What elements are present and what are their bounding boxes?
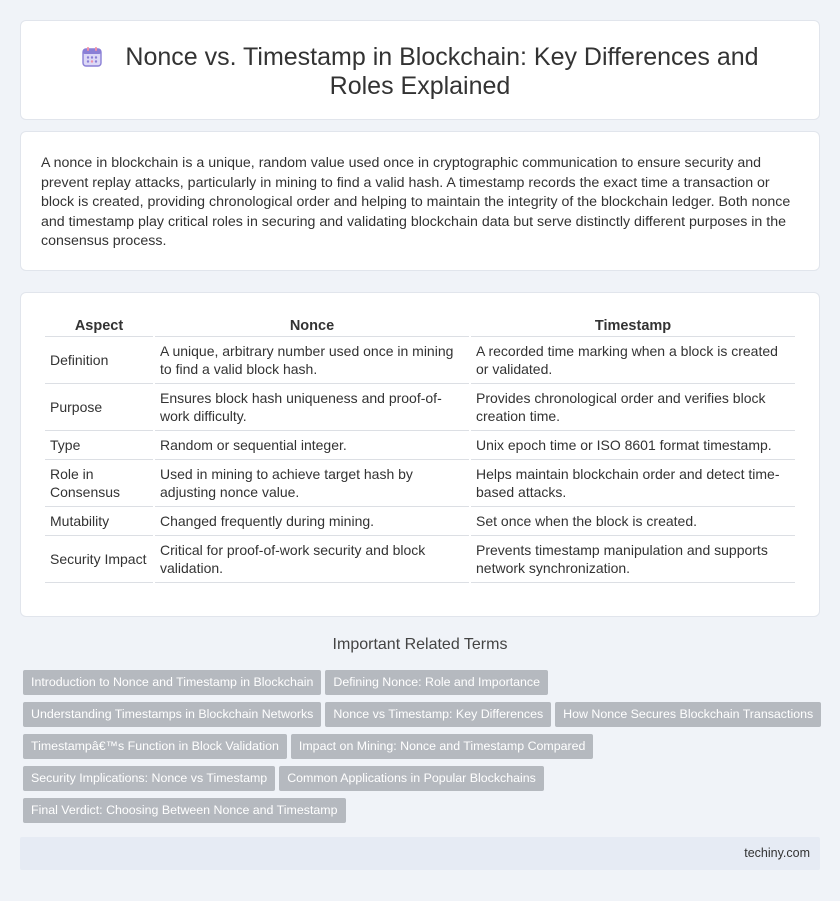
cell-aspect: Security Impact: [45, 536, 153, 583]
table-row: [45, 507, 795, 536]
tag-row: [23, 766, 823, 798]
header-timestamp: Timestamp: [471, 313, 795, 337]
cell-aspect: Definition: [45, 337, 153, 384]
table-row: [45, 337, 795, 384]
related-term-tag[interactable]: Timestampâ€™s Function in Block Validation: [23, 734, 287, 759]
tag-row: [23, 798, 823, 830]
cell-nonce: A unique, arbitrary number used once in mining to find a valid block hash.: [155, 337, 469, 384]
related-term-tag[interactable]: How Nonce Secures Blockchain Transactions: [555, 702, 821, 727]
cell-nonce: Random or sequential integer.: [155, 431, 469, 460]
cell-timestamp: Unix epoch time or ISO 8601 format timestamp.: [471, 431, 795, 460]
cell-aspect: Role in Consensus: [45, 460, 153, 507]
related-terms-title: Important Related Terms: [332, 636, 508, 653]
header-card: [20, 20, 820, 120]
cell-timestamp: Prevents timestamp manipulation and supports network synchronization.: [471, 536, 795, 583]
tag-row: [23, 734, 823, 766]
related-term-tag[interactable]: Impact on Mining: Nonce and Timestamp Compared: [291, 734, 594, 759]
related-term-tag[interactable]: Common Applications in Popular Blockchains: [279, 766, 544, 791]
cell-timestamp: Helps maintain blockchain order and detect time-based attacks.: [471, 460, 795, 507]
table-row: [45, 384, 795, 431]
cell-aspect: Mutability: [45, 507, 153, 536]
related-term-tag[interactable]: Understanding Timestamps in Blockchain Networks: [23, 702, 321, 727]
comparison-table: [43, 313, 797, 583]
cell-aspect: Type: [45, 431, 153, 460]
cell-aspect: Purpose: [45, 384, 153, 431]
table-header-row: [45, 313, 795, 337]
tag-row: [23, 702, 823, 734]
related-term-tag[interactable]: Introduction to Nonce and Timestamp in Blockchain: [23, 670, 321, 695]
cell-timestamp: Set once when the block is created.: [471, 507, 795, 536]
cell-timestamp: A recorded time marking when a block is created or validated.: [471, 337, 795, 384]
tag-row: [23, 670, 823, 702]
intro-card: [20, 131, 820, 271]
cell-nonce: Changed frequently during mining.: [155, 507, 469, 536]
cell-nonce: Critical for proof-of-work security and block validation.: [155, 536, 469, 583]
table-row: [45, 431, 795, 460]
table-row: [45, 536, 795, 583]
calendar-grid-icon: [81, 46, 103, 68]
page-title: [51, 43, 789, 101]
related-terms-list: [23, 670, 823, 830]
table-row: [45, 460, 795, 507]
related-term-tag[interactable]: Security Implications: Nonce vs Timestamp: [23, 766, 275, 791]
related-term-tag[interactable]: Defining Nonce: Role and Importance: [325, 670, 548, 695]
cell-nonce: Used in mining to achieve target hash by adjusting nonce value.: [155, 460, 469, 507]
intro-paragraph: A nonce in blockchain is a unique, random value used once in cryptographic communication to ensure security and prevent replay attacks, particularly in mining to find a valid hash. A timestamp records the exact time a transaction or block is created, providing chronological order and helping to maintain the integrity of the blockchain ledger. Both nonce and timestamp play critical roles in securing and validating blockchain data but serve distinctly different purposes in the consensus process.: [41, 155, 791, 249]
footer-site-link[interactable]: techiny.com: [744, 846, 810, 860]
cell-nonce: Ensures block hash uniqueness and proof-of-work difficulty.: [155, 384, 469, 431]
comparison-table-card: [20, 292, 820, 617]
header-aspect: Aspect: [45, 313, 153, 337]
cell-timestamp: Provides chronological order and verifies block creation time.: [471, 384, 795, 431]
related-term-tag[interactable]: Final Verdict: Choosing Between Nonce and Timestamp: [23, 798, 346, 823]
related-term-tag[interactable]: Nonce vs Timestamp: Key Differences: [325, 702, 551, 727]
header-nonce: Nonce: [155, 313, 469, 337]
footer: [20, 837, 820, 870]
page-title-text: Nonce vs. Timestamp in Blockchain: Key Differences and Roles Explained: [125, 43, 759, 100]
